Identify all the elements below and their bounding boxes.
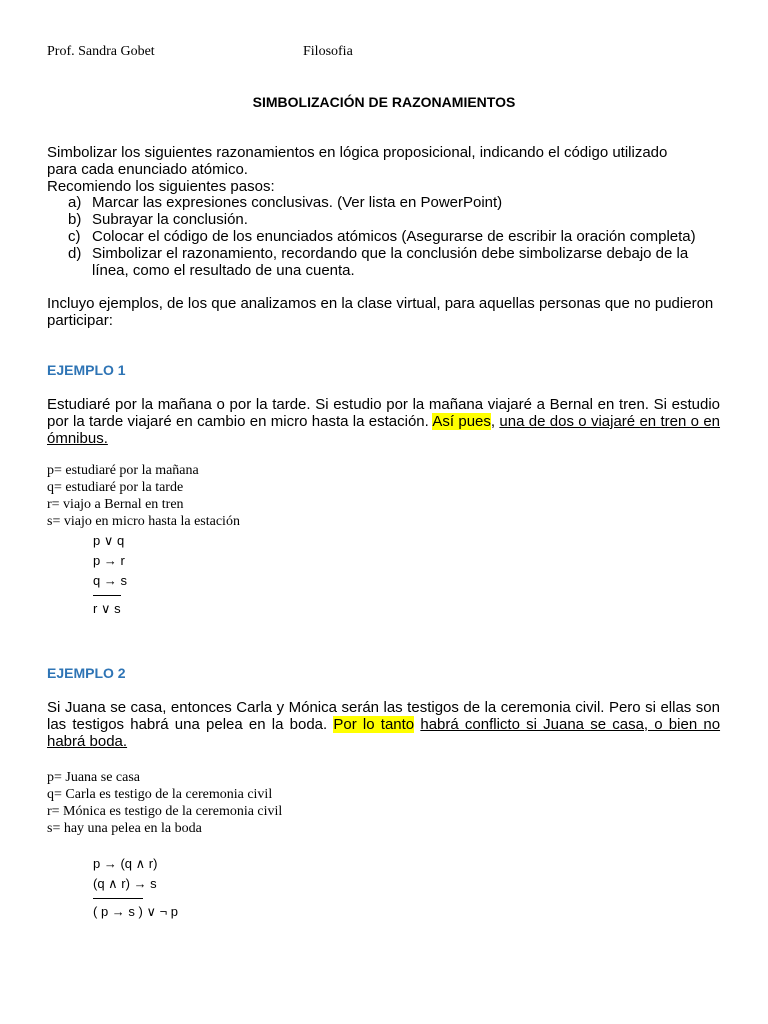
formula-premise: p → (q ∧ r) bbox=[93, 856, 158, 871]
atomic-code: r= viajo a Bernal en tren bbox=[47, 497, 184, 512]
list-item bbox=[68, 211, 728, 228]
atomic-code: s= hay una pelea en la boda bbox=[47, 821, 202, 836]
author-name: Prof. Sandra Gobet bbox=[47, 44, 155, 59]
list-marker: a) bbox=[68, 194, 82, 211]
example-2-formula bbox=[93, 854, 178, 922]
intro-line-3: Recomiendo los siguientes pasos: bbox=[47, 178, 275, 195]
list-item bbox=[68, 194, 728, 211]
example-2-heading: EJEMPLO 2 bbox=[47, 665, 126, 681]
page-title: SIMBOLIZACIÓN DE RAZONAMIENTOS bbox=[252, 94, 516, 110]
indicator-comma: , bbox=[490, 413, 496, 430]
formula-premise: q → s bbox=[93, 573, 127, 588]
intro-line-1: Simbolizar los siguientes razonamientos en lógica proposicional, indicando el código utilizado bbox=[47, 144, 668, 161]
atomic-code: r= Mónica es testigo de la ceremonia civil bbox=[47, 804, 283, 819]
conclusion-indicator-highlight: Así pues bbox=[432, 413, 491, 430]
atomic-code: q= Carla es testigo de la ceremonia civil bbox=[47, 787, 273, 802]
list-item bbox=[68, 245, 728, 279]
list-item-text: Colocar el código de los enunciados atómicos (Asegurarse de escribir la oración completa) bbox=[92, 228, 696, 245]
formula-conclusion: r ∨ s bbox=[93, 601, 121, 616]
example-1-premises: Estudiaré por la mañana o por la tarde. Si estudio por la mañana viajaré a Bernal en tren. Si estudio por la tarde viajaré en cambio en micro hasta la estación. bbox=[47, 396, 720, 430]
intro-paragraph bbox=[47, 144, 720, 195]
intro-line-2: para cada enunciado atómico. bbox=[47, 161, 248, 178]
conclusion-indicator-highlight: Por lo tanto bbox=[333, 716, 415, 733]
example-1-conclusion: una de dos o viajaré en tren o en ómnibus. bbox=[47, 413, 721, 447]
example-2-codes bbox=[47, 769, 282, 837]
example-1-formula bbox=[93, 531, 127, 619]
atomic-code: p= Juana se casa bbox=[47, 770, 141, 785]
example-1-heading: EJEMPLO 1 bbox=[47, 362, 126, 378]
atomic-code: s= viajo en micro hasta la estación bbox=[47, 514, 240, 529]
example-2-argument bbox=[47, 699, 720, 750]
list-item-text: Marcar las expresiones conclusivas. (Ver lista en PowerPoint) bbox=[92, 194, 503, 211]
conclusion-rule bbox=[93, 595, 121, 596]
example-1-argument bbox=[47, 396, 720, 447]
formula-premise: p ∨ q bbox=[93, 533, 125, 548]
example-2-premises: Si Juana se casa, entonces Carla y Mónica serán las testigos de la ceremonia civil. Pero si ellas son las testigos habrá una pelea en la boda. bbox=[47, 699, 720, 733]
formula-premise: p → r bbox=[93, 553, 125, 568]
formula-premise: (q ∧ r) → s bbox=[93, 876, 157, 891]
steps-list bbox=[68, 194, 728, 279]
subject-name: Filosofia bbox=[303, 44, 353, 59]
list-item-text: Subrayar la conclusión. bbox=[92, 211, 248, 228]
list-marker: c) bbox=[68, 228, 81, 245]
conclusion-rule bbox=[93, 898, 143, 899]
list-marker: d) bbox=[68, 245, 82, 262]
example-2-conclusion: habrá conflicto si Juana se casa, o bien no habrá boda. bbox=[47, 716, 721, 750]
formula-conclusion: ( p → s ) ∨ ¬ p bbox=[93, 904, 179, 919]
examples-intro: Incluyo ejemplos, de los que analizamos en la clase virtual, para aquellas personas que no pudieron participar: bbox=[47, 295, 714, 329]
atomic-code: p= estudiaré por la mañana bbox=[47, 463, 199, 478]
list-item-text: Simbolizar el razonamiento, recordando que la conclusión debe simbolizarse debajo de la línea, como el resultado de una cuenta. bbox=[92, 245, 689, 279]
example-1-codes bbox=[47, 462, 240, 530]
list-marker: b) bbox=[68, 211, 82, 228]
list-item bbox=[68, 228, 728, 245]
atomic-code: q= estudiaré por la tarde bbox=[47, 480, 184, 495]
